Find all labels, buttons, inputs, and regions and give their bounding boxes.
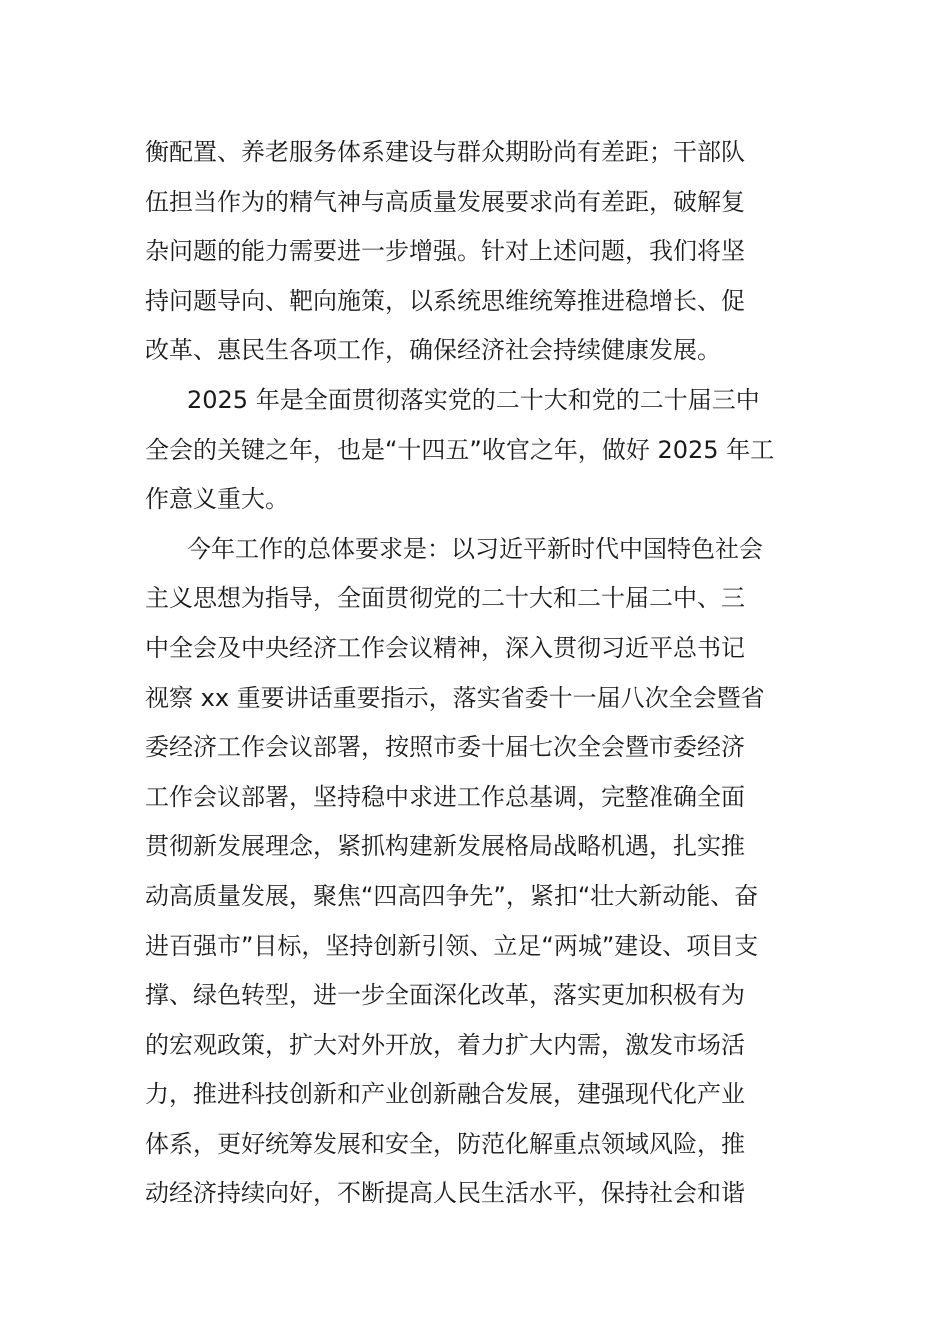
text-line: 动经济持续向好，不断提高人民生活水平，保持社会和谐 — [145, 1179, 745, 1208]
text-line: 作意义重大。 — [145, 485, 289, 514]
text-line: 2025 年是全面贯彻落实党的二十大和党的二十届三中 — [187, 385, 760, 414]
text-line: 动高质量发展，聚焦“四高四争先”，紧扣“壮大新动能、奋 — [145, 881, 759, 910]
text-line: 体系，更好统筹发展和安全，防范化解重点领域风险，推 — [145, 1129, 745, 1158]
text-line: 撑、绿色转型，进一步全面深化改革，落实更加积极有为 — [145, 981, 745, 1010]
text-line: 力，推进科技创新和产业创新融合发展，建强现代化产业 — [145, 1080, 745, 1109]
text-line: 中全会及中央经济工作会议精神，深入贯彻习近平总书记 — [145, 633, 745, 662]
text-line: 的宏观政策，扩大对外开放，着力扩大内需，激发市场活 — [145, 1030, 745, 1059]
text-line: 委经济工作会议部署，按照市委十届七次全会暨市委经济 — [145, 733, 745, 762]
text-line: 今年工作的总体要求是：以习近平新时代中国特色社会 — [187, 534, 763, 563]
text-line: 伍担当作为的精气神与高质量发展要求尚有差距，破解复 — [145, 187, 745, 216]
text-line: 持问题导向、靶向施策，以系统思维统筹推进稳增长、促 — [145, 286, 745, 315]
paragraph — [145, 525, 805, 1219]
text-line: 衡配置、养老服务体系建设与群众期盼尚有差距；干部队 — [145, 138, 745, 166]
paragraph — [145, 376, 805, 525]
text-line: 主义思想为指导，全面贯彻党的二十大和二十届二中、三 — [145, 584, 745, 613]
text-line: 改革、惠民生各项工作，确保经济社会持续健康发展。 — [145, 336, 721, 365]
text-line: 视察 xx 重要讲话重要指示，落实省委十一届八次全会暨省 — [145, 683, 765, 712]
text-line: 杂问题的能力需要进一步增强。针对上述问题，我们将坚 — [145, 237, 745, 266]
text-line: 贯彻新发展理念，紧抓构建新发展格局战略机遇，扎实推 — [145, 832, 745, 861]
text-line: 工作会议部署，坚持稳中求进工作总基调，完整准确全面 — [145, 782, 745, 811]
document-body — [145, 128, 805, 1219]
text-line: 进百强市”目标，坚持创新引领、立足“两城”建设、项目支 — [145, 931, 759, 960]
text-line: 全会的关键之年，也是“十四五”收官之年，做好 2025 年工 — [145, 435, 775, 464]
paragraph — [145, 128, 805, 376]
